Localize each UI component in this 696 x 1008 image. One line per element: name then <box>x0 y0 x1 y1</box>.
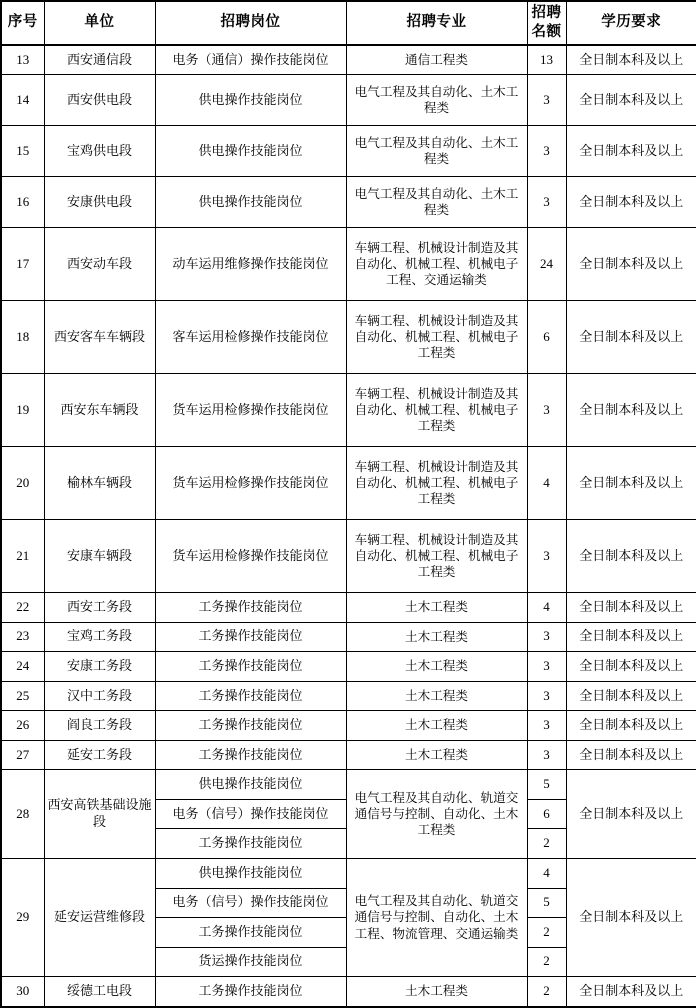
cell-unit: 西安东车辆段 <box>44 374 155 447</box>
table-row <box>1 126 696 177</box>
table-header <box>1 1 696 45</box>
cell-seq: 13 <box>1 45 44 75</box>
cell-quota: 3 <box>527 126 566 177</box>
header-row <box>1 1 696 45</box>
cell-unit: 榆林车辆段 <box>44 447 155 520</box>
cell-seq: 29 <box>1 858 44 976</box>
cell-education: 全日制本科及以上 <box>566 622 696 652</box>
cell-unit: 汉中工务段 <box>44 681 155 711</box>
cell-education: 全日制本科及以上 <box>566 593 696 623</box>
cell-unit: 绥德工电段 <box>44 977 155 1007</box>
cell-major: 电气工程及其自动化、土木工程类 <box>346 177 527 228</box>
cell-post: 供电操作技能岗位 <box>155 177 346 228</box>
column-header-post: 招聘岗位 <box>155 1 346 45</box>
cell-unit: 宝鸡供电段 <box>44 126 155 177</box>
table-row <box>1 977 696 1007</box>
cell-education: 全日制本科及以上 <box>566 977 696 1007</box>
cell-major: 土木工程类 <box>346 622 527 652</box>
cell-unit: 宝鸡工务段 <box>44 622 155 652</box>
cell-education: 全日制本科及以上 <box>566 681 696 711</box>
cell-quota: 3 <box>527 652 566 682</box>
cell-education: 全日制本科及以上 <box>566 447 696 520</box>
table-row <box>1 447 696 520</box>
cell-quota: 3 <box>527 75 566 126</box>
cell-quota: 4 <box>527 593 566 623</box>
cell-education: 全日制本科及以上 <box>566 770 696 859</box>
cell-seq: 26 <box>1 711 44 741</box>
table-row <box>1 374 696 447</box>
cell-post: 电务（信号）操作技能岗位 <box>155 888 346 918</box>
cell-education: 全日制本科及以上 <box>566 740 696 770</box>
cell-quota: 4 <box>527 858 566 888</box>
table-row <box>1 45 696 75</box>
cell-quota: 3 <box>527 374 566 447</box>
cell-quota: 6 <box>527 301 566 374</box>
cell-seq: 27 <box>1 740 44 770</box>
cell-major: 车辆工程、机械设计制造及其自动化、机械工程、机械电子工程类 <box>346 520 527 593</box>
cell-seq: 18 <box>1 301 44 374</box>
cell-education: 全日制本科及以上 <box>566 75 696 126</box>
cell-post: 工务操作技能岗位 <box>155 977 346 1007</box>
cell-unit: 西安供电段 <box>44 75 155 126</box>
column-header-quota-line2: 名额 <box>531 23 562 40</box>
cell-post: 货车运用检修操作技能岗位 <box>155 520 346 593</box>
cell-quota: 3 <box>527 681 566 711</box>
cell-education: 全日制本科及以上 <box>566 520 696 593</box>
column-header-quota <box>527 1 566 45</box>
column-header-seq: 序号 <box>1 1 44 45</box>
cell-quota: 4 <box>527 447 566 520</box>
cell-seq: 16 <box>1 177 44 228</box>
cell-post: 电务（信号）操作技能岗位 <box>155 799 346 829</box>
cell-quota: 5 <box>527 888 566 918</box>
cell-major: 土木工程类 <box>346 593 527 623</box>
cell-education: 全日制本科及以上 <box>566 711 696 741</box>
cell-education: 全日制本科及以上 <box>566 177 696 228</box>
cell-post: 供电操作技能岗位 <box>155 770 346 800</box>
cell-post: 货车运用检修操作技能岗位 <box>155 374 346 447</box>
cell-unit: 延安工务段 <box>44 740 155 770</box>
table-row <box>1 770 696 800</box>
cell-unit: 西安工务段 <box>44 593 155 623</box>
cell-major: 土木工程类 <box>346 711 527 741</box>
cell-major: 土木工程类 <box>346 681 527 711</box>
cell-major: 电气工程及其自动化、土木工程类 <box>346 126 527 177</box>
cell-seq: 30 <box>1 977 44 1007</box>
cell-post: 工务操作技能岗位 <box>155 652 346 682</box>
cell-seq: 28 <box>1 770 44 859</box>
cell-quota: 24 <box>527 228 566 301</box>
cell-seq: 15 <box>1 126 44 177</box>
cell-post: 电务（通信）操作技能岗位 <box>155 45 346 75</box>
cell-major: 电气工程及其自动化、土木工程类 <box>346 75 527 126</box>
cell-seq: 20 <box>1 447 44 520</box>
cell-unit: 西安动车段 <box>44 228 155 301</box>
cell-major: 土木工程类 <box>346 652 527 682</box>
cell-seq: 19 <box>1 374 44 447</box>
cell-post: 货运操作技能岗位 <box>155 947 346 977</box>
cell-major: 车辆工程、机械设计制造及其自动化、机械工程、机械电子工程类 <box>346 447 527 520</box>
cell-post: 工务操作技能岗位 <box>155 622 346 652</box>
column-header-unit: 单位 <box>44 1 155 45</box>
cell-post: 工务操作技能岗位 <box>155 740 346 770</box>
cell-major: 电气工程及其自动化、轨道交通信号与控制、自动化、土木工程、物流管理、交通运输类 <box>346 858 527 976</box>
cell-post: 货车运用检修操作技能岗位 <box>155 447 346 520</box>
table-row <box>1 858 696 888</box>
cell-quota: 3 <box>527 177 566 228</box>
cell-quota: 13 <box>527 45 566 75</box>
cell-post: 工务操作技能岗位 <box>155 829 346 859</box>
cell-quota: 2 <box>527 918 566 948</box>
column-header-edu: 学历要求 <box>566 1 696 45</box>
cell-major: 电气工程及其自动化、轨道交通信号与控制、自动化、土木工程类 <box>346 770 527 859</box>
table-row <box>1 75 696 126</box>
table-row <box>1 711 696 741</box>
cell-major: 车辆工程、机械设计制造及其自动化、机械工程、机械电子工程类 <box>346 301 527 374</box>
cell-seq: 17 <box>1 228 44 301</box>
cell-major: 车辆工程、机械设计制造及其自动化、机械工程、机械电子工程、交通运输类 <box>346 228 527 301</box>
cell-seq: 22 <box>1 593 44 623</box>
table-row <box>1 593 696 623</box>
cell-quota: 3 <box>527 711 566 741</box>
cell-seq: 25 <box>1 681 44 711</box>
cell-quota: 3 <box>527 520 566 593</box>
cell-seq: 23 <box>1 622 44 652</box>
cell-quota: 6 <box>527 799 566 829</box>
table-row <box>1 301 696 374</box>
cell-education: 全日制本科及以上 <box>566 45 696 75</box>
cell-quota: 5 <box>527 770 566 800</box>
cell-education: 全日制本科及以上 <box>566 126 696 177</box>
cell-major: 通信工程类 <box>346 45 527 75</box>
cell-post: 工务操作技能岗位 <box>155 918 346 948</box>
cell-post: 客车运用检修操作技能岗位 <box>155 301 346 374</box>
cell-unit: 阎良工务段 <box>44 711 155 741</box>
table-row <box>1 622 696 652</box>
column-header-quota-line1: 招聘 <box>531 5 562 21</box>
cell-quota: 2 <box>527 947 566 977</box>
cell-post: 供电操作技能岗位 <box>155 126 346 177</box>
column-header-major: 招聘专业 <box>346 1 527 45</box>
cell-unit: 西安高铁基础设施段 <box>44 770 155 859</box>
cell-major: 车辆工程、机械设计制造及其自动化、机械工程、机械电子工程类 <box>346 374 527 447</box>
cell-post: 动车运用维修操作技能岗位 <box>155 228 346 301</box>
cell-unit: 西安通信段 <box>44 45 155 75</box>
table-body <box>1 45 696 1007</box>
cell-education: 全日制本科及以上 <box>566 374 696 447</box>
cell-quota: 2 <box>527 977 566 1007</box>
cell-education: 全日制本科及以上 <box>566 301 696 374</box>
cell-education: 全日制本科及以上 <box>566 228 696 301</box>
cell-post: 供电操作技能岗位 <box>155 858 346 888</box>
cell-unit: 延安运营维修段 <box>44 858 155 976</box>
cell-seq: 14 <box>1 75 44 126</box>
cell-quota: 3 <box>527 622 566 652</box>
cell-major: 土木工程类 <box>346 977 527 1007</box>
cell-seq: 24 <box>1 652 44 682</box>
cell-post: 工务操作技能岗位 <box>155 681 346 711</box>
cell-unit: 安康供电段 <box>44 177 155 228</box>
table-row <box>1 520 696 593</box>
cell-major: 土木工程类 <box>346 740 527 770</box>
cell-education: 全日制本科及以上 <box>566 652 696 682</box>
table-row <box>1 681 696 711</box>
table-row <box>1 740 696 770</box>
cell-unit: 西安客车车辆段 <box>44 301 155 374</box>
table-row <box>1 652 696 682</box>
cell-unit: 安康车辆段 <box>44 520 155 593</box>
cell-post: 工务操作技能岗位 <box>155 711 346 741</box>
cell-post: 工务操作技能岗位 <box>155 593 346 623</box>
cell-unit: 安康工务段 <box>44 652 155 682</box>
cell-education: 全日制本科及以上 <box>566 858 696 976</box>
cell-quota: 3 <box>527 740 566 770</box>
table-row <box>1 228 696 301</box>
cell-seq: 21 <box>1 520 44 593</box>
cell-post: 供电操作技能岗位 <box>155 75 346 126</box>
table-row <box>1 177 696 228</box>
cell-quota: 2 <box>527 829 566 859</box>
